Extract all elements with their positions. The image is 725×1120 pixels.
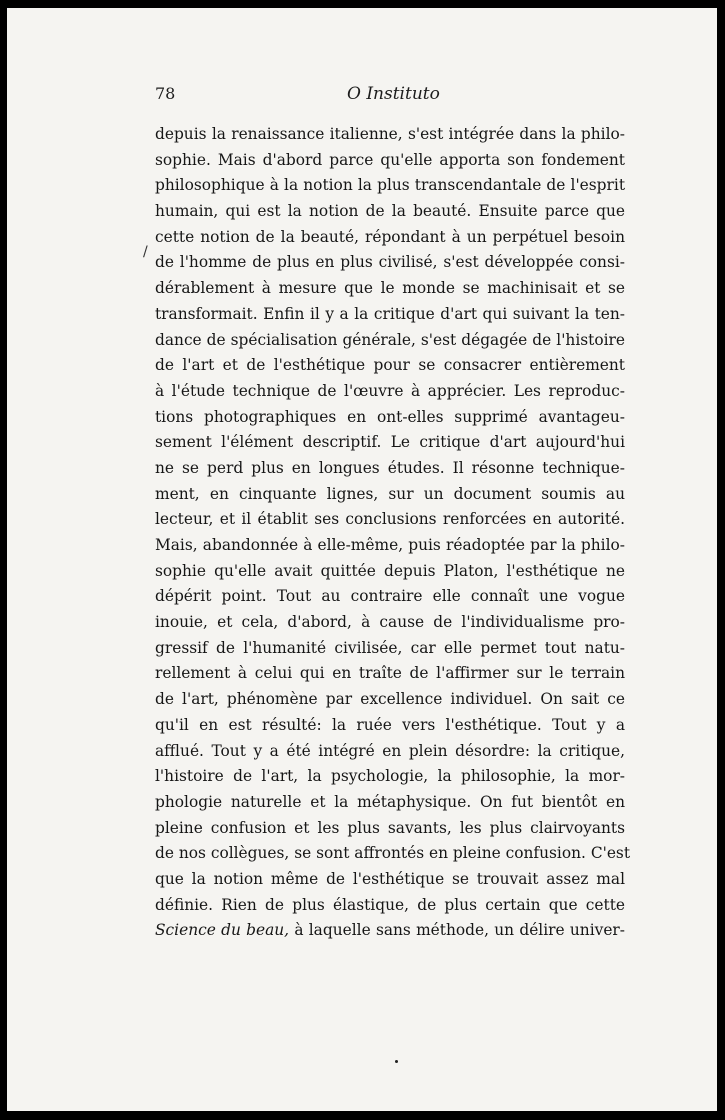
page-header (155, 80, 635, 110)
text-line: ment, en cinquante lignes, sur un document soumis au (155, 484, 625, 503)
text-line: que la notion même de l'esthétique se trouvait assez mal (155, 869, 625, 888)
text-line: inouie, et cela, d'abord, à cause de l'individualisme pro- (155, 613, 625, 632)
text-line: de l'homme de plus en plus civilisé, s'est développée consi- (155, 253, 625, 272)
text-line: depuis la renaissance italienne, s'est intégrée dans la philo- (155, 125, 625, 143)
body-text (155, 122, 631, 944)
text-line: sophie. Mais d'abord parce qu'elle apporta son fondement (155, 150, 625, 169)
text-line: sophie qu'elle avait quittée depuis Platon, l'esthétique ne (155, 561, 625, 580)
text-line: rellement à celui qui en traîte de l'affirmer sur le terrain (155, 664, 625, 683)
text-line: l'histoire de l'art, la psychologie, la philosophie, la mor- (155, 767, 625, 786)
text-line: philosophique à la notion la plus transcendantale de l'esprit (155, 176, 625, 195)
text-line: dance de spécialisation générale, s'est dégagée de l'histoire (155, 330, 625, 349)
text-line: dépérit point. Tout au contraire elle connaît une vogue (155, 587, 625, 606)
text-line: cette notion de la beauté, répondant à un perpétuel besoin (155, 227, 625, 246)
text-line: ne se perd plus en longues études. Il résonne technique- (155, 458, 625, 477)
text-line: Mais, abandonnée à elle-même, puis réadoptée par la philo- (155, 536, 625, 554)
running-title: O Instituto (347, 84, 440, 104)
text-line: qu'il en est résulté: la ruée vers l'esthétique. Tout y a (155, 715, 625, 734)
text-line: de l'art et de l'esthétique pour se consacrer entièrement (155, 356, 625, 375)
text-line: dérablement à mesure que le monde se machinisait et se (155, 279, 625, 298)
text-line: sement l'élément descriptif. Le critique d'art aujourd'hui (155, 433, 625, 452)
text-line: de l'art, phénomène par excellence individuel. On sait ce (155, 690, 625, 709)
text-line: lecteur, et il établit ses conclusions renforcées en autorité. (155, 510, 625, 529)
text-line-last (155, 918, 625, 944)
page-number: 78 (155, 84, 176, 103)
text-line: de nos collègues, se sont affrontés en pleine confusion. C'est (155, 844, 631, 863)
text-line: humain, qui est la notion de la beauté. Ensuite parce que (155, 202, 625, 221)
text-line: définie. Rien de plus élastique, de plus certain que cette (155, 895, 625, 914)
text-line: phologie naturelle et la métaphysique. On fut bientôt en (155, 792, 625, 811)
italic-phrase: Science du beau, (155, 921, 290, 940)
text-line: pleine confusion et les plus savants, les plus clairvoyants (155, 818, 625, 837)
text-line: gressif de l'humanité civilisée, car elle permet tout natu- (155, 638, 625, 657)
line-remainder: à laquelle sans méthode, un délire univer- (289, 921, 625, 940)
text-line: transformait. Enfin il y a la critique d'art qui suivant la ten- (155, 304, 625, 323)
book-page (7, 8, 717, 1111)
text-line: à l'étude technique de l'œuvre à apprécier. Les reproduc- (155, 381, 625, 400)
margin-mark: / (143, 244, 148, 260)
scan-speck (395, 1060, 398, 1063)
text-line: afflué. Tout y a été intégré en plein désordre: la critique, (155, 741, 625, 760)
text-line: tions photographiques en ont-elles supprimé avantageu- (155, 407, 625, 426)
